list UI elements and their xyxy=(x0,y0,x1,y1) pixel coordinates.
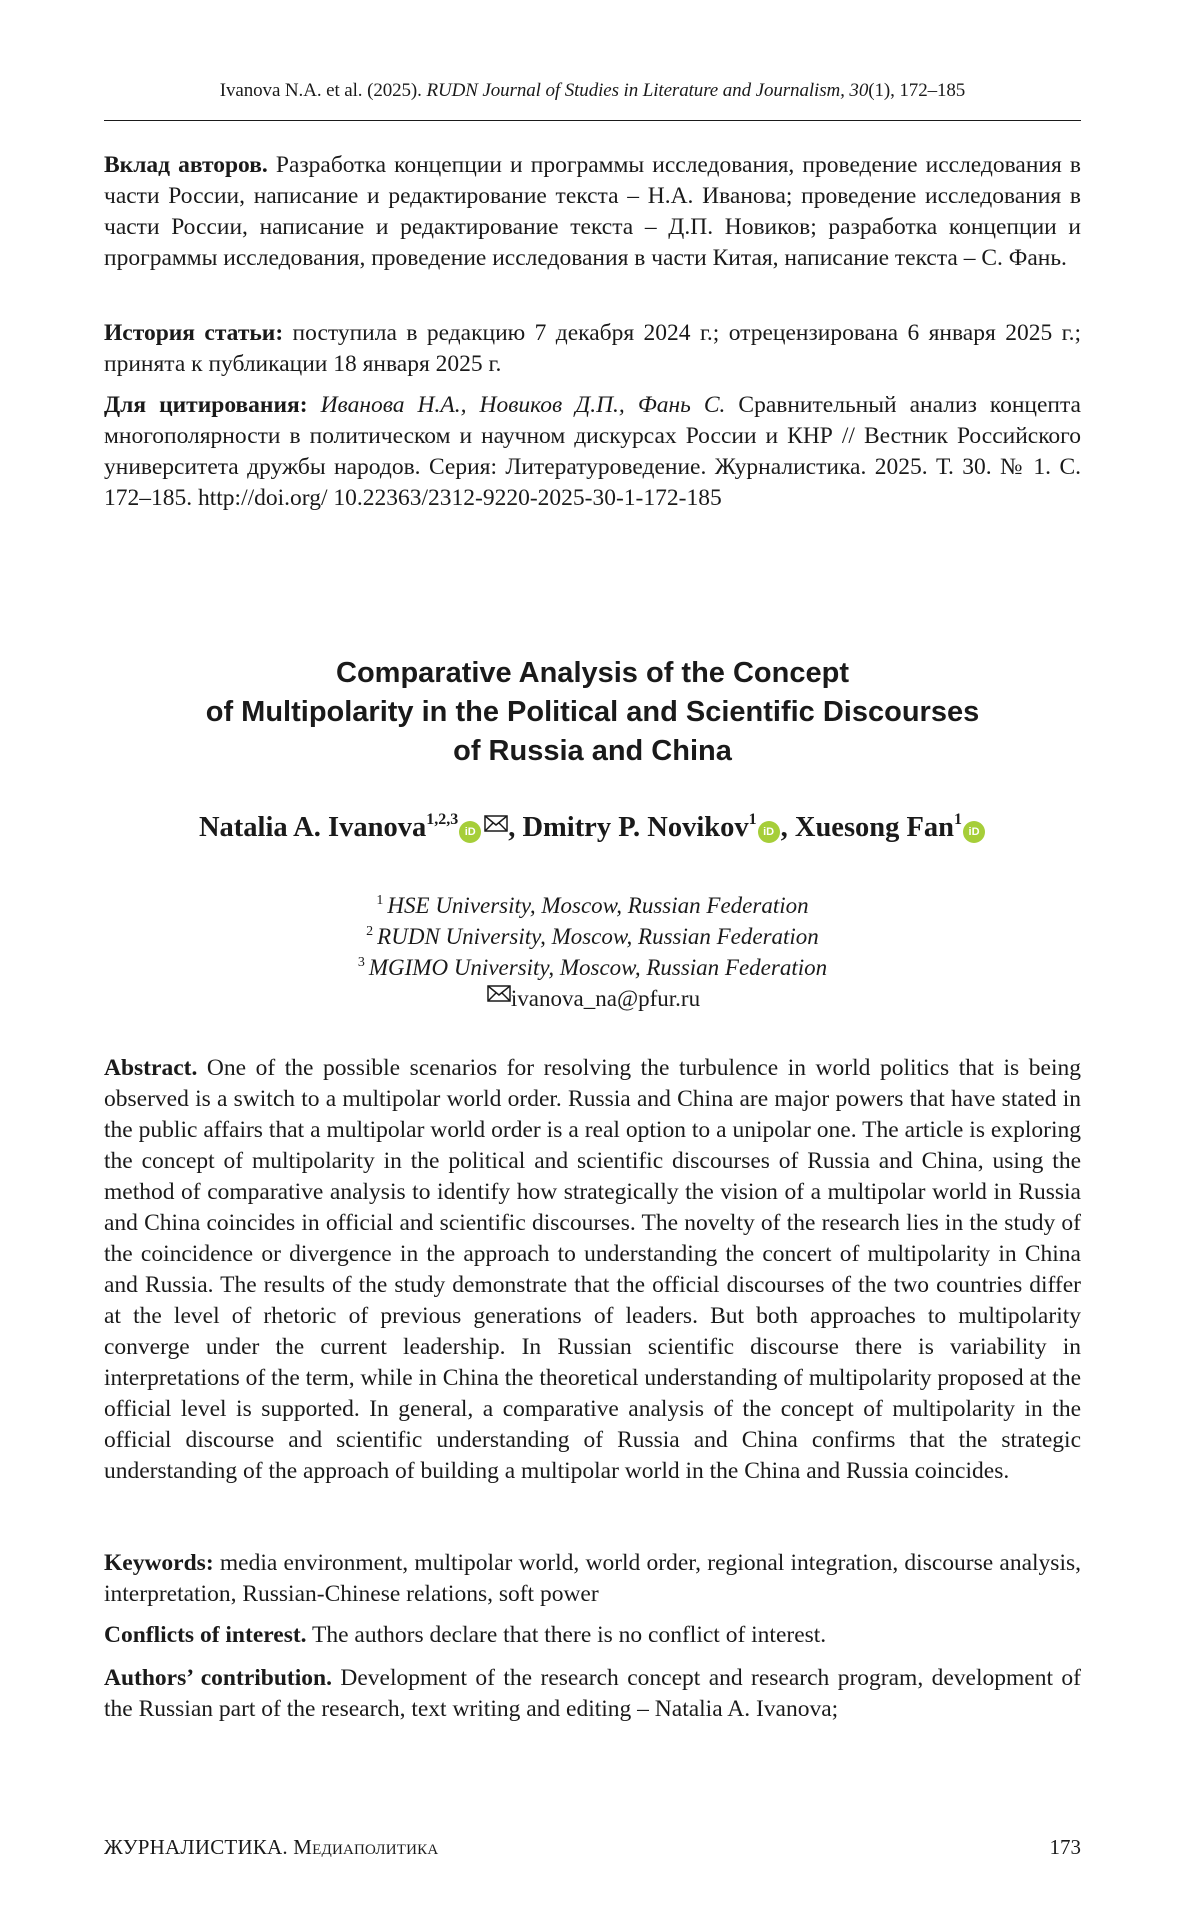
affiliation-text: RUDN University, Moscow, Russian Federation xyxy=(377,924,819,949)
running-head-authors: Ivanova N.A. et al. (2025). xyxy=(219,80,427,101)
ru-article-history xyxy=(104,318,1081,380)
title-line: of Multipolarity in the Political and Scientific Discourses xyxy=(205,696,980,728)
corresponding-email xyxy=(104,983,1081,1014)
envelope-icon[interactable] xyxy=(484,815,508,832)
affiliation-list xyxy=(104,890,1081,1014)
ru-history-text: поступила в редакцию 7 декабря 2024 г.; отрецензирована 6 января 2025 г.; принята к публикации 18 января 2025 г. xyxy=(104,320,1081,377)
keywords-text: media environment, multipolar world, world order, regional integration, discourse analysis, interpretation, Russian-Chinese relations, soft power xyxy=(104,1550,1081,1607)
en-contribution-label: Authors’ contribution. xyxy=(104,1665,332,1691)
conflicts-of-interest xyxy=(104,1620,1081,1651)
envelope-icon xyxy=(487,985,511,1002)
author-affiliation-numbers: 1 xyxy=(748,811,757,828)
affiliation-text: HSE University, Moscow, Russian Federation xyxy=(387,893,809,918)
keywords-label: Keywords: xyxy=(104,1550,214,1576)
footer-section-sub: Медиаполитика xyxy=(287,1835,439,1859)
author-name: , Xuesong Fan xyxy=(780,812,955,843)
author-affiliation-numbers: 1,2,3 xyxy=(426,811,459,828)
affiliation-item xyxy=(104,921,1081,952)
affiliation-number: 3 xyxy=(357,955,365,970)
header-rule xyxy=(104,120,1081,121)
author-name: Natalia A. Ivanova xyxy=(198,812,427,843)
affiliation-item xyxy=(104,952,1081,983)
affiliation-number: 2 xyxy=(366,924,374,939)
orcid-icon[interactable]: iD xyxy=(963,821,985,843)
affiliation-item xyxy=(104,890,1081,921)
en-author-contribution xyxy=(104,1663,1081,1725)
running-head xyxy=(104,80,1081,102)
ru-contribution-text: Разработка концепции и программы исследования, проведение исследования в части России, написание и редактирование текста – Н.А. Иванова; проведение исследования в части России, написание и редактирование текста – Д.П. Новиков; разработка концепции и программы исследования, проведение исследования в части Китая, написание текста – С. Фань. xyxy=(104,152,1081,271)
abstract-label: Abstract. xyxy=(104,1055,198,1081)
author-name: , Dmitry P. Novikov xyxy=(508,812,749,843)
title-line: Comparative Analysis of the Concept xyxy=(336,657,849,689)
paper-title xyxy=(104,654,1081,771)
ru-citation-authors: Иванова Н.А., Новиков Д.П., Фань С. xyxy=(307,392,726,418)
email-address[interactable]: ivanova_na@pfur.ru xyxy=(510,986,701,1011)
author-list xyxy=(104,808,1081,848)
ru-citation-label: Для цитирования: xyxy=(104,392,308,418)
en-contribution-text: Development of the research concept and research program, development of the Russian part of the research, text writing and editing – Natalia A. Ivanova; xyxy=(104,1665,1081,1722)
title-line: of Russia and China xyxy=(453,735,732,767)
author-affiliation-numbers: 1 xyxy=(954,811,963,828)
footer-section-main: ЖУРНАЛИСТИКА. xyxy=(104,1835,288,1859)
paper-page xyxy=(104,0,1081,1906)
footer-section-title xyxy=(104,1835,438,1860)
ru-citation-text: Сравнительный анализ концепта многополярности в политическом и научном дискурсах России и КНР // Вестник Российского университета дружбы народов. Серия: Литературоведение. Журналистика. 2025. Т. 30. № 1. С. 172–185. http://doi.org/ 10.22363/2312-9220-2025-30-1-172-185 xyxy=(104,392,1081,511)
abstract-text: One of the possible scenarios for resolving the turbulence in world politics that is being observed is a switch to a multipolar world order. Russia and China are major powers that have stated in the public affairs that a multipolar world order is a real option to a unipolar one. The article is exploring the concept of multipolarity in the political and scientific discourses of Russia and China, using the method of comparative analysis to identify how strategically the vision of a multipolar world in Russia and China coincides in official and scientific discourses. The novelty of the research lies in the study of the coincidence or divergence in the approach to understanding the concert of multipolarity in China and Russia. The results of the study demonstrate that the official discourses of the two countries differ at the level of rhetoric of previous generations of leaders. But both approaches to multipolarity converge under the current leadership. In Russian scientific discourse there is variability in interpretations of the term, while in China the theoretical understanding of multipolarity proposed at the official level is supported. In general, a comparative analysis of the concept of multipolarity in the official discourse and scientific understanding of Russia and China confirms that the strategic understanding of the approach of building a multipolar world in the China and Russia coincides. xyxy=(104,1055,1081,1484)
affiliation-text: MGIMO University, Moscow, Russian Federation xyxy=(368,955,828,980)
affiliation-number: 1 xyxy=(376,893,384,908)
running-head-issue: (1), 172–185 xyxy=(868,80,966,101)
abstract xyxy=(104,1053,1081,1487)
ru-citation xyxy=(104,390,1081,514)
running-head-journal: RUDN Journal of Studies in Literature and Journalism, 30 xyxy=(426,80,869,101)
orcid-icon[interactable]: iD xyxy=(459,821,481,843)
conflicts-label: Conflicts of interest. xyxy=(104,1622,307,1648)
ru-contribution-label: Вклад авторов. xyxy=(104,152,268,178)
conflicts-text: The authors declare that there is no conflict of interest. xyxy=(306,1622,827,1648)
page-number: 173 xyxy=(1049,1835,1081,1859)
ru-author-contribution xyxy=(104,150,1081,274)
keywords xyxy=(104,1548,1081,1610)
ru-history-label: История статьи: xyxy=(104,320,284,346)
orcid-icon[interactable]: iD xyxy=(758,821,780,843)
